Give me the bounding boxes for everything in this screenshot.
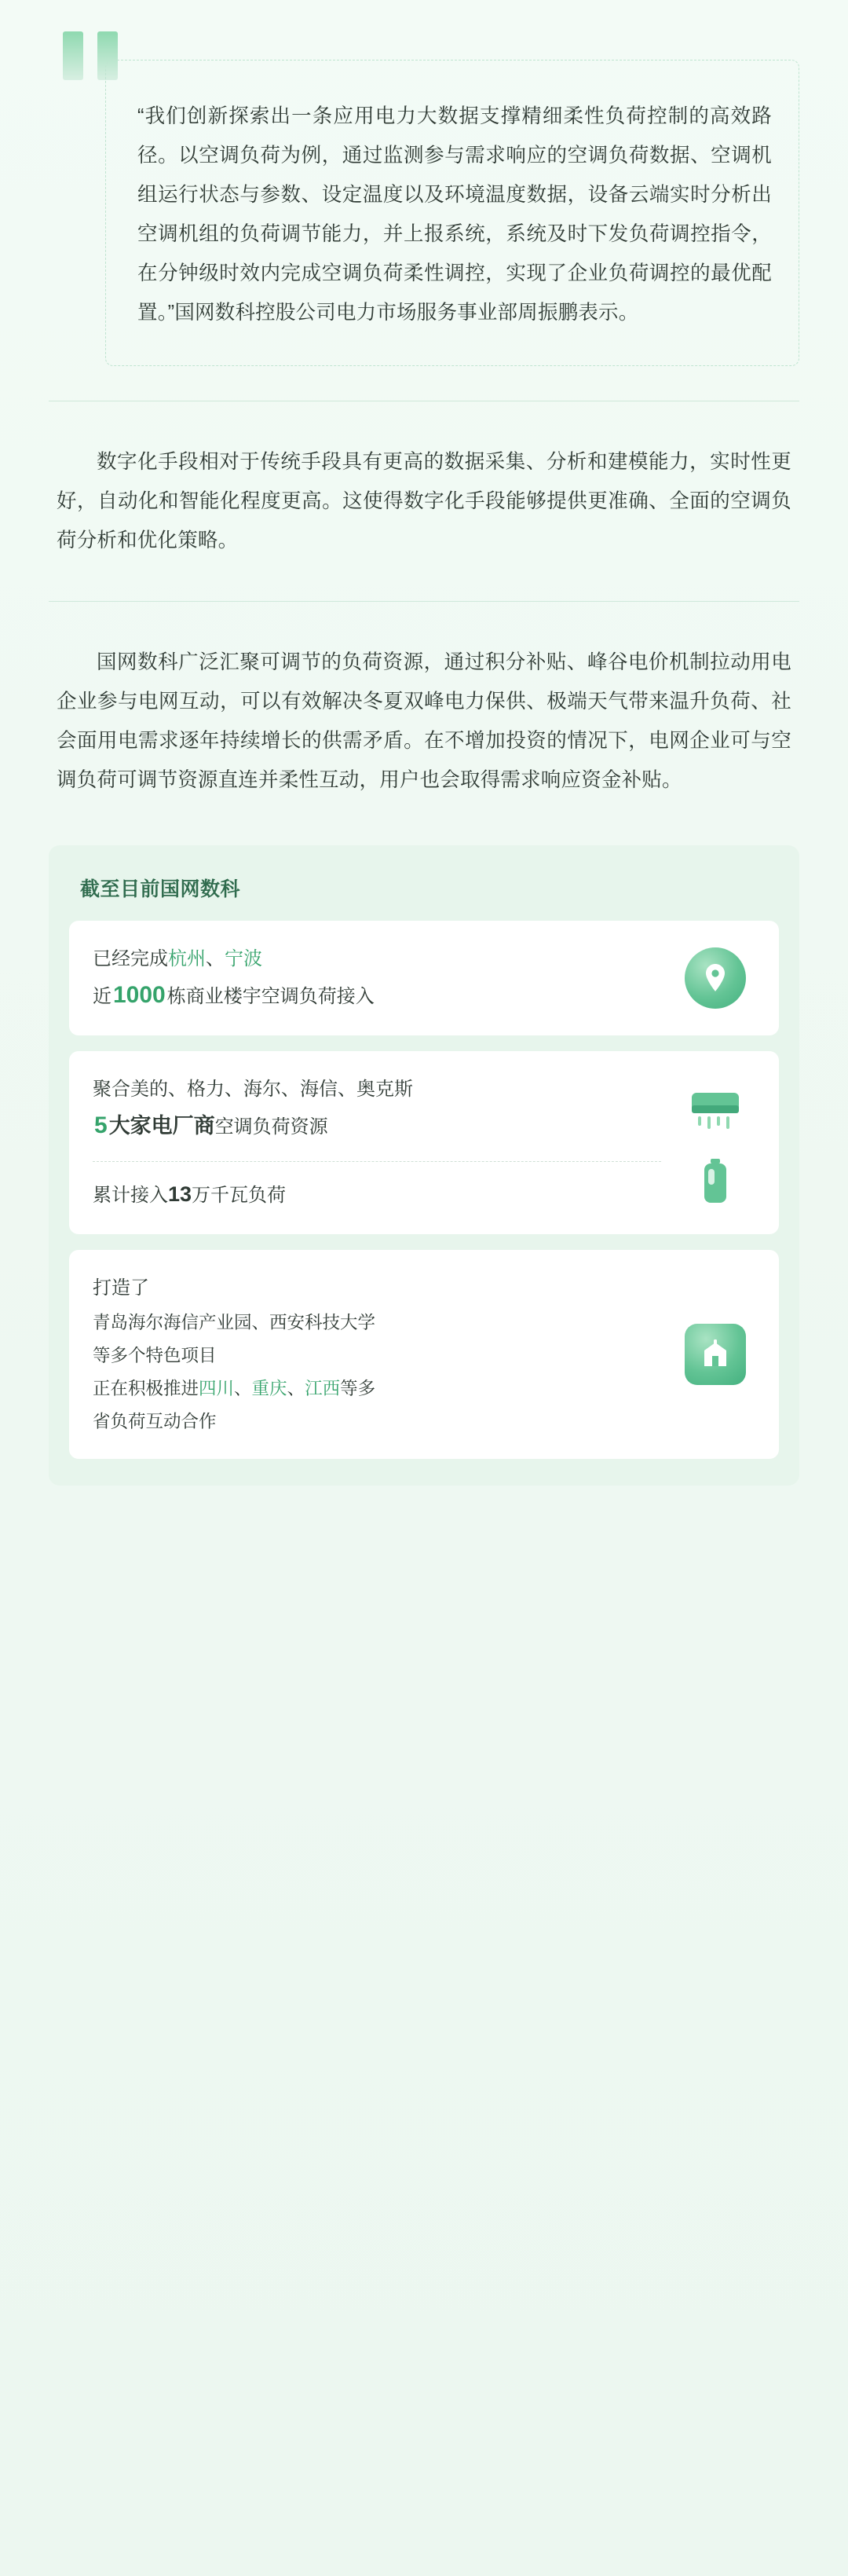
quote-text: “我们创新探索出一条应用电力大数据支撑精细柔性负荷控制的高效路径。以空调负荷为例，通过监测参与需求响应的空调负荷数据、空调机组运行状态与参数、设定温度以及环境温度数据，设备云端实时分析出空调机组的负荷调节能力，并上报系统，系统及时下发负荷调控指令，在分钟级时效内完成空调负荷柔性调控，实现了企业负荷调控的最优配置。”国网数科控股公司电力市场服务事业部周振鹏表示。 — [137, 105, 772, 324]
stat-text: 、 — [287, 1379, 305, 1398]
stat-line — [93, 1405, 661, 1438]
stat-text: 空调负荷资源 — [214, 1116, 328, 1138]
battery-icon — [680, 1151, 751, 1212]
stats-panel — [49, 845, 799, 1486]
stat-line — [93, 1339, 661, 1372]
stat-text: 、 — [206, 948, 225, 969]
stat-number: 5 — [94, 1112, 108, 1138]
stats-panel-title: 截至目前国网数科 — [80, 878, 241, 900]
card-inner-divider — [93, 1161, 661, 1162]
paragraph-text: 国网数科广泛汇聚可调节的负荷资源，通过积分补贴、峰谷电价机制拉动用电企业参与电网互动，可以有效解决冬夏双峰电力保供、极端天气带来温升负荷、社会面用电需求逐年持续增长的供需矛盾。在不增加投资的情况下，电网企业可与空调负荷可调节资源直连并柔性互动，用户也会取得需求响应资金补贴。 — [57, 651, 791, 791]
stat-text: 打造了 — [93, 1277, 149, 1299]
quote-card — [105, 60, 799, 366]
stat-text: 聚合美的、格力、海尔、海信、奥克斯 — [93, 1079, 413, 1100]
stat-emphasis: 大家电厂商 — [108, 1114, 215, 1138]
stat-text: 近 — [93, 986, 111, 1007]
air-conditioner-icon — [680, 1078, 751, 1139]
stat-text: 、 — [234, 1379, 252, 1398]
stat-line — [93, 941, 661, 977]
stat-line — [93, 1306, 661, 1339]
stat-line — [93, 977, 661, 1015]
stat-number: 1000 — [113, 982, 166, 1008]
paragraph-block-digital-means — [49, 442, 799, 560]
stat-line — [93, 1372, 661, 1405]
stat-text: 万千瓦负荷 — [192, 1185, 287, 1206]
stat-text: 已经完成 — [93, 948, 168, 969]
section-divider-2 — [49, 601, 799, 602]
stat-number: 13 — [168, 1182, 192, 1206]
stat-highlight-city: 宁波 — [225, 948, 262, 969]
stat-text: 青岛海尔海信产业园、西安科技大学 — [93, 1313, 376, 1332]
stat-line — [93, 1270, 661, 1306]
factory-building-icon — [685, 1324, 746, 1385]
paragraph-text: 数字化手段相对于传统手段具有更高的数据采集、分析和建模能力，实时性更好，自动化和智能化程度更高。这使得数字化手段能够提供更准确、全面的空调负荷分析和优化策略。 — [57, 451, 791, 551]
stat-card-buildings — [69, 921, 779, 1035]
stat-text: 正在积极推进 — [93, 1379, 199, 1398]
stat-text: 栋商业楼宇空调负荷接入 — [166, 986, 375, 1007]
paragraph-block-load-resources — [49, 643, 799, 800]
stat-card-manufacturers — [69, 1051, 779, 1234]
stat-line — [93, 1108, 661, 1145]
stat-text: 等多个特色项目 — [93, 1346, 217, 1365]
stat-text: 等多 — [340, 1379, 376, 1398]
stat-highlight-province: 重庆 — [251, 1379, 287, 1398]
stat-line — [93, 1176, 661, 1214]
location-pin-icon — [685, 947, 746, 1009]
stat-text: 省负荷互动合作 — [93, 1412, 217, 1431]
stat-highlight-city: 杭州 — [168, 948, 206, 969]
stat-text: 累计接入 — [93, 1185, 168, 1206]
stat-highlight-province: 四川 — [199, 1379, 235, 1398]
stat-highlight-province: 江西 — [305, 1379, 341, 1398]
quote-section — [49, 0, 799, 366]
stat-card-projects — [69, 1250, 779, 1459]
stat-line — [93, 1072, 661, 1108]
